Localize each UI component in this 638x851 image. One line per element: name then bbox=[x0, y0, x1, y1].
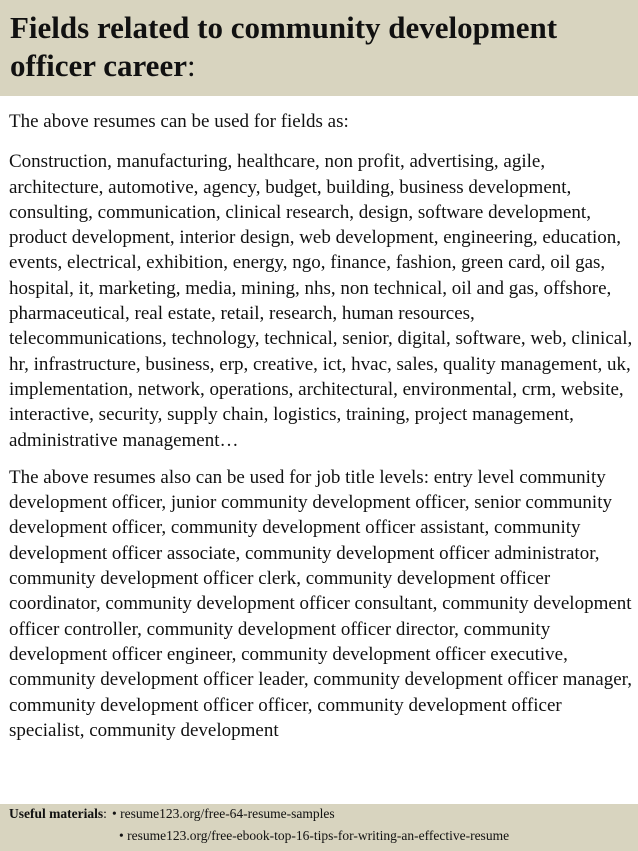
title-banner bbox=[0, 0, 638, 96]
footer-link-resume-samples[interactable]: • resume123.org/free-64-resume-samples bbox=[112, 806, 335, 821]
page-title bbox=[10, 9, 630, 85]
intro-text: The above resumes can be used for fields as: bbox=[9, 111, 349, 132]
footer-label-colon: : bbox=[103, 806, 107, 821]
page-title-colon: : bbox=[186, 48, 196, 83]
page-title-text: Fields related to community development officer career bbox=[10, 10, 558, 83]
slide-body bbox=[9, 109, 633, 804]
fields-list: Construction, manufacturing, healthcare, non profit, advertising, agile, architecture, automotive, agency, budget, building, business development, consulting, communication, clinical research, design, software development, product development, interior design, web development, engineering, education, events, electrical, exhibition, energy, ngo, finance, fashion, green card, oil gas, hospital, it, marketing, media, mining, nhs, non technical, oil and gas, offshore, pharmaceutical, real estate, retail, research, human resources, telecommunications, technology, technical, senior, digital, software, web, clinical, hr, infrastructure, business, erp, creative, ict, hvac, sales, quality management, uk, implementation, network, operations, architectural, environmental, crm, website, interactive, security, supply chain, logistics, training, project management, administrative management… bbox=[9, 151, 633, 451]
footer-banner bbox=[0, 804, 638, 851]
footer-label bbox=[9, 804, 107, 824]
job-levels-list: The above resumes also can be used for job title levels: entry level community development officer, junior community development officer, senior community development officer, community development officer assistant, community development officer associate, community development officer administrator, community development officer clerk, community development officer coordinator, community development officer consultant, community development officer controller, community development officer director, community development officer engineer, community development officer executive, community development officer leader, community development officer manager, community development officer officer, community development officer specialist, community development bbox=[9, 466, 632, 741]
footer-label-text: Useful materials bbox=[9, 806, 104, 821]
footer-link-ebook-tips[interactable]: • resume123.org/free-ebook-top-16-tips-for-writing-an-effective-resume bbox=[119, 828, 510, 843]
